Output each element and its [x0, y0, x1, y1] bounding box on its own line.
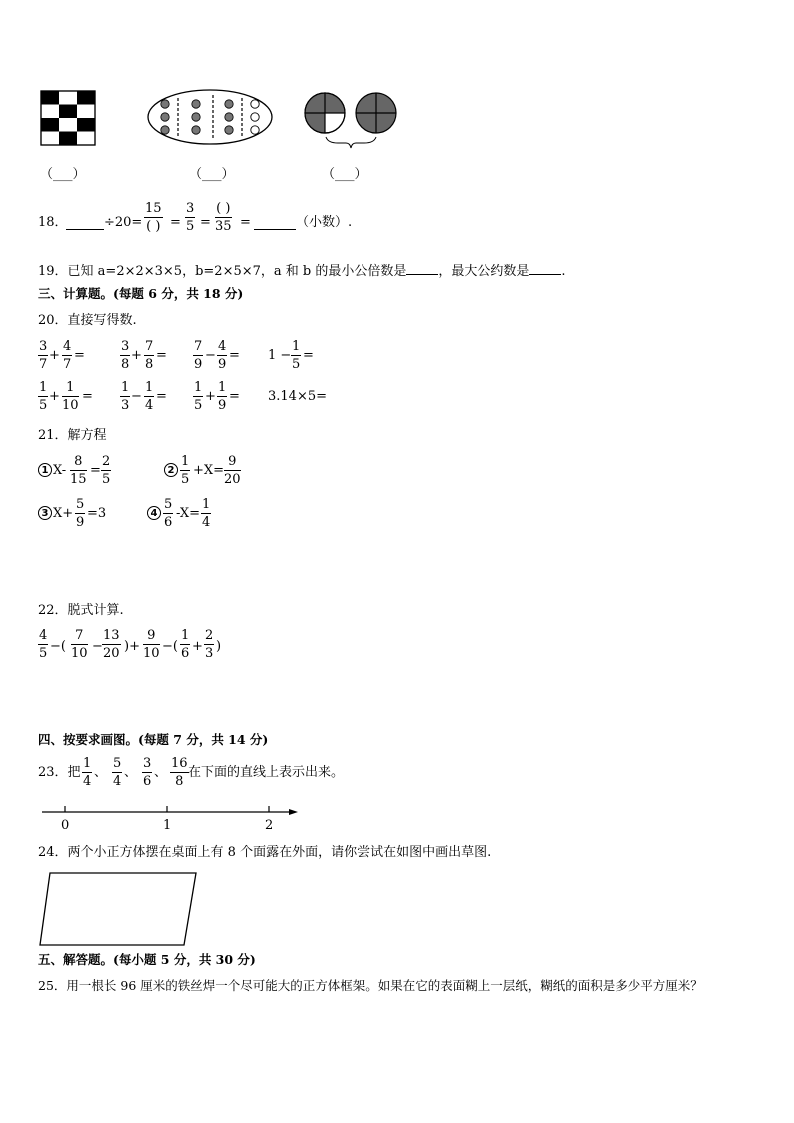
q18-div20: ÷20= — [104, 215, 143, 230]
q21-e3-mark: 3 — [38, 506, 52, 520]
den: 10 — [143, 646, 160, 661]
q18-number: 18． — [38, 215, 68, 230]
q19-blank-lcm — [406, 262, 438, 275]
q21-e4-frac-a — [163, 498, 173, 529]
q18-suffix: （小数）. — [296, 215, 353, 230]
num: 3 — [121, 339, 130, 354]
num: 5 — [76, 497, 85, 512]
quarter-circles-figure — [305, 93, 396, 148]
num: 1 — [181, 628, 190, 643]
q22-frac-1 — [38, 629, 48, 660]
ellipse-dots-figure — [148, 90, 272, 144]
q21-e2-frac-b — [224, 455, 241, 486]
q20-r1-i3-op: − — [205, 348, 216, 363]
q25-text: 25．用一根长 96 厘米的铁丝焊一个尽可能大的正方体框架。如果在它的表面糊上一层纸，糊纸的面积是多少平方厘米？ — [38, 978, 703, 993]
q22-op-2: − — [92, 639, 103, 654]
num: 5 — [113, 756, 122, 771]
q18-f1-den: ( ) — [146, 219, 161, 234]
q20-r2-i1-op: + — [49, 389, 60, 404]
den: 5 — [292, 357, 301, 372]
den: 8 — [175, 774, 184, 789]
q22-frac-3 — [102, 629, 121, 660]
q20-r2-i2-eq: = — [156, 389, 167, 404]
q21-e1-mark: 1 — [38, 463, 52, 477]
num: 2 — [205, 628, 214, 643]
den: 4 — [83, 774, 92, 789]
den: 9 — [218, 357, 227, 372]
q23-frac-1 — [82, 757, 92, 788]
den: 5 — [102, 472, 111, 487]
q20-r2-i1-frac-a — [38, 381, 48, 412]
checkerboard-figure — [41, 91, 95, 145]
den: 8 — [145, 357, 154, 372]
q22-op-5: + — [192, 639, 203, 654]
q19-text-c: . — [561, 264, 566, 279]
q18-fraction-2 — [185, 202, 195, 233]
q21-e1-lead: X- — [53, 463, 67, 478]
num: 4 — [218, 339, 227, 354]
q20-r1-i2-frac-a — [120, 340, 130, 371]
num: 1 — [194, 380, 203, 395]
q18-f3-num: ( ) — [216, 201, 231, 216]
q22-frac-6 — [204, 629, 214, 660]
q20-r1-i1-frac-b — [62, 340, 72, 371]
q22-op-6: ) — [216, 639, 222, 654]
q21-e1-frac-a — [70, 455, 87, 486]
q22-frac-4 — [143, 629, 160, 660]
den: 10 — [71, 646, 88, 661]
tick-label-0: 0 — [61, 818, 70, 833]
q20-r2-i1-frac-b — [62, 381, 79, 412]
q20-r1-i3-frac-b — [217, 340, 227, 371]
q21-e4-mid: -X= — [176, 506, 201, 521]
q20-r2-i3-frac-b — [217, 381, 227, 412]
den: 15 — [70, 472, 87, 487]
num: 8 — [70, 455, 87, 471]
section-4-heading: 四、按要求画图。(每题 7 分，共 14 分) — [38, 732, 269, 747]
q20-r1-i1-eq: = — [74, 348, 85, 363]
q20-r2-i3-eq: = — [229, 389, 240, 404]
num: 13 — [103, 628, 120, 643]
den: 20 — [103, 646, 120, 661]
den: 4 — [202, 515, 211, 530]
q19-text-b: ，最大公约数是 — [438, 264, 530, 279]
num: 1 — [145, 380, 154, 395]
q17-blank-3: （___） — [322, 167, 368, 182]
q23-frac-2 — [112, 757, 122, 788]
q18-f2-num: 3 — [186, 201, 195, 216]
q18-eq1: = — [170, 215, 181, 230]
num: 4 — [39, 628, 48, 643]
den: 3 — [121, 398, 130, 413]
q21-title: 21．解方程 — [38, 428, 107, 443]
den: 9 — [76, 515, 85, 530]
q21-e1-eq: = — [90, 463, 101, 478]
num: 2 — [102, 454, 111, 469]
q20-r2-i3-frac-a — [193, 381, 203, 412]
q18-eq2: = — [200, 215, 211, 230]
q18-fraction-3 — [215, 202, 232, 233]
q18-eq3: = — [240, 215, 251, 230]
q18-fraction-1 — [144, 202, 163, 233]
q20-r2-i2-frac-b — [144, 381, 154, 412]
q20-r1-i2-eq: = — [156, 348, 167, 363]
q20-r1-i2-op: + — [131, 348, 142, 363]
num: 3 — [143, 756, 152, 771]
q20-r2-i2-frac-a — [120, 381, 130, 412]
q23-sep-1: 、 — [94, 765, 108, 780]
q23-frac-3 — [142, 757, 152, 788]
den: 9 — [218, 398, 227, 413]
den: 6 — [164, 515, 173, 530]
den: 8 — [121, 357, 130, 372]
den: 5 — [194, 398, 203, 413]
num: 1 — [202, 497, 211, 512]
den: 6 — [181, 646, 190, 661]
q22-frac-2 — [71, 629, 88, 660]
q20-r2-i2-op: − — [131, 389, 142, 404]
num: 1 — [292, 339, 301, 354]
q21-e3-frac — [75, 498, 85, 529]
num: 7 — [71, 629, 88, 645]
den: 7 — [39, 357, 48, 372]
num: 1 — [83, 756, 92, 771]
q20-r1-i4-frac — [291, 340, 301, 371]
num: 4 — [63, 339, 72, 354]
den: 5 — [181, 472, 190, 487]
q19-blank-gcd — [529, 262, 561, 275]
num: 16 — [171, 756, 188, 771]
num: 7 — [194, 339, 203, 354]
num: 7 — [145, 339, 154, 354]
q23-frac-4 — [170, 757, 189, 788]
q20-r1-i4-eq: = — [303, 348, 314, 363]
den: 10 — [62, 398, 79, 413]
q21-e3-lead: X+ — [53, 506, 74, 521]
section-3-heading: 三、计算题。(每题 6 分，共 18 分) — [38, 286, 244, 301]
q24-text: 24．两个小正方体摆在桌面上有 8 个面露在外面，请你尝试在如图中画出草图. — [38, 845, 492, 860]
tick-label-2: 2 — [265, 818, 274, 833]
den: 7 — [63, 357, 72, 372]
q21-e2-frac-a — [180, 455, 190, 486]
q20-r2-i3-op: + — [205, 389, 216, 404]
question-19 — [38, 262, 566, 278]
parallelogram-figure — [0, 865, 220, 955]
q17-figures — [0, 0, 794, 200]
q21-e2-mark: 2 — [164, 463, 178, 477]
num: 5 — [164, 497, 173, 512]
num: 1 — [218, 380, 227, 395]
q23-lead: 23．把 — [38, 765, 81, 780]
q17-blank-2: （___） — [189, 167, 235, 182]
q22-title: 22．脱式计算. — [38, 603, 124, 618]
num: 3 — [39, 339, 48, 354]
q22-frac-5 — [180, 629, 190, 660]
q18-answer-blank-2 — [254, 216, 296, 230]
q18-f1-num: 15 — [145, 201, 162, 216]
q22-op-4: −( — [162, 639, 178, 654]
q20-r1-i4-lead: 1 − — [268, 348, 292, 363]
q19-text-a: 19．已知 a=2×2×3×5，b=2×5×7，a 和 b 的最小公倍数是 — [38, 264, 407, 279]
den: 6 — [143, 774, 152, 789]
den: 20 — [224, 472, 241, 487]
q22-op-1: −( — [50, 639, 66, 654]
q23-tail: 在下面的直线上表示出来。 — [188, 765, 345, 780]
den: 4 — [145, 398, 154, 413]
q18-f2-den: 5 — [186, 219, 195, 234]
q20-r2-i1-eq: = — [82, 389, 93, 404]
q18-answer-blank-1 — [66, 216, 104, 230]
q21-e4-mark: 4 — [147, 506, 161, 520]
q20-r1-i2-frac-b — [144, 340, 154, 371]
num: 1 — [181, 454, 190, 469]
q21-e2-mid: +X= — [193, 463, 225, 478]
q21-e1-frac-b — [101, 455, 111, 486]
q23-sep-2: 、 — [124, 765, 138, 780]
q20-r1-i1-op: + — [49, 348, 60, 363]
tick-label-1: 1 — [163, 818, 172, 833]
den: 9 — [194, 357, 203, 372]
section-5-heading: 五、解答题。(每小题 5 分，共 30 分) — [38, 952, 256, 967]
num: 9 — [143, 629, 160, 645]
q21-e4-frac-b — [201, 498, 211, 529]
q20-r1-i3-frac-a — [193, 340, 203, 371]
q20-title: 20．直接写得数. — [38, 313, 137, 328]
den: 3 — [205, 646, 214, 661]
q20-r1-i3-eq: = — [229, 348, 240, 363]
q17-blank-1: （___） — [40, 167, 86, 182]
q22-op-3: )+ — [124, 639, 140, 654]
q21-e3-tail: =3 — [87, 506, 107, 521]
num: 1 — [121, 380, 130, 395]
q20-r1-i1-frac-a — [38, 340, 48, 371]
den: 5 — [39, 398, 48, 413]
den: 5 — [39, 646, 48, 661]
q20-r2-i4-plain: 3.14×5= — [268, 389, 328, 404]
num: 9 — [224, 455, 241, 471]
num: 1 — [62, 381, 79, 397]
num: 1 — [39, 380, 48, 395]
q23-sep-3: 、 — [154, 765, 168, 780]
den: 4 — [113, 774, 122, 789]
q18-f3-den: 35 — [215, 219, 232, 234]
